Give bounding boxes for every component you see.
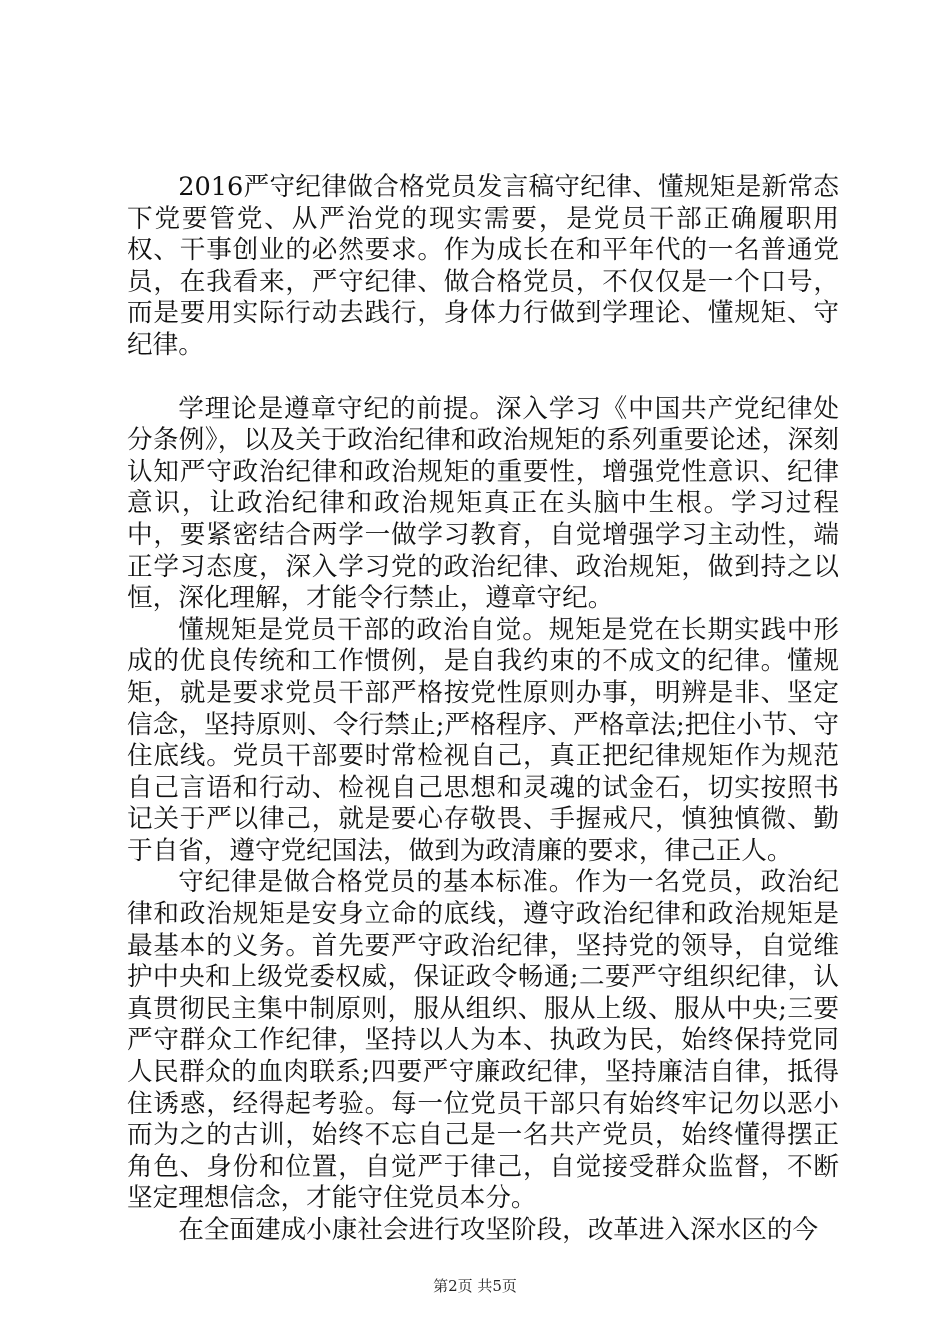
paragraph-discipline: 守纪律是做合格党员的基本标准。作为一名党员，政治纪律和政治规矩是安身立命的底线，遵守政治纪律和政治规矩是最基本的义务。首先要严守政治纪律，坚持党的领导，自觉维护中央和上级党委权威，保证政令畅通;二要严守组织纪律，认真贯彻民主集中制原则，服从组织、服从上级、服从中央;三要严守群众工作纪律，坚持以人为本、执政为民，始终保持党同人民群众的血肉联系;四要严守廉政纪律，坚持廉洁自律，抵得住诱惑，经得起考验。每一位党员干部只有始终牢记勿以恶小而为之的古训，始终不忘自己是一名共产党员，始终懂得摆正角色、身份和位置，自觉严于律己，自觉接受群众监督，不断坚定理想信念，才能守住党员本分。	[127, 867, 839, 1214]
paragraph-rules: 懂规矩是党员干部的政治自觉。规矩是党在长期实践中形成的优良传统和工作惯例，是自我约束的不成文的纪律。懂规矩，就是要求党员干部严格按党性原则办事，明辨是非、坚定信念，坚持原则、令行禁止;严格程序、严格章法;把住小节、守住底线。党员干部要时常检视自己，真正把纪律规矩作为规范自己言语和行动、检视自己思想和灵魂的试金石，切实按照书记关于严以律己，就是要心存敬畏、手握戒尺，慎独慎微、勤于自省，遵守党纪国法，做到为政清廉的要求，律己正人。	[127, 614, 839, 866]
paragraph-spacer	[127, 362, 839, 394]
paragraph-continuation: 在全面建成小康社会进行攻坚阶段，改革进入深水区的今	[178, 1215, 819, 1245]
document-body	[127, 172, 839, 1247]
page-number-footer: 第2页 共5页	[433, 1277, 517, 1295]
paragraph-study-theory: 学理论是遵章守纪的前提。深入学习《中国共产党纪律处分条例》，以及关于政治纪律和政治规矩的系列重要论述，深刻认知严守政治纪律和政治规矩的重要性，增强党性意识、纪律意识，让政治纪律和政治规矩真正在头脑中生根。学习过程中，要紧密结合两学一做学习教育，自觉增强学习主动性，端正学习态度，深入学习党的政治纪律、政治规矩，做到持之以恒，深化理解，才能令行禁止，遵章守纪。	[127, 393, 839, 614]
paragraph-intro: 2016严守纪律做合格党员发言稿守纪律、懂规矩是新常态下党要管党、从严治党的现实需要，是党员干部正确履职用权、干事创业的必然要求。作为成长在和平年代的一名普通党员，在我看来，严守纪律、做合格党员，不仅仅是一个口号，而是要用实际行动去践行，身体力行做到学理论、懂规矩、守纪律。	[127, 172, 839, 360]
